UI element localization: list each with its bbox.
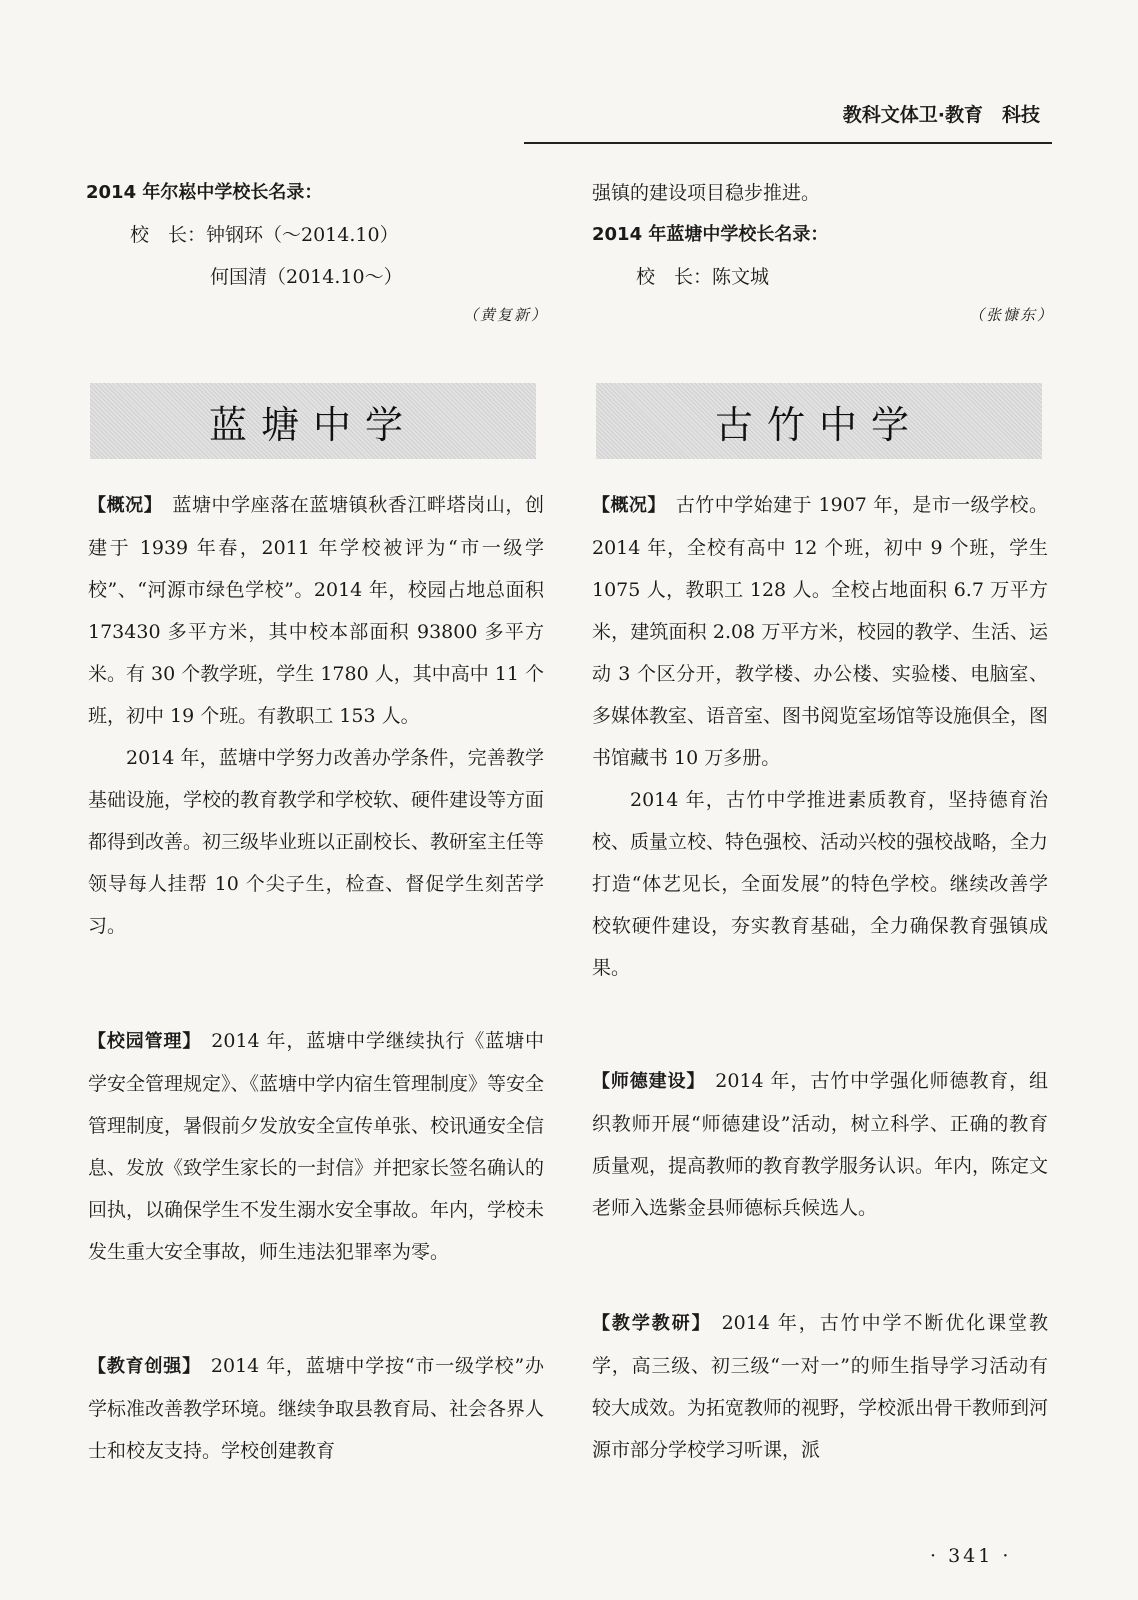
section-banner-guzhu (596, 383, 1042, 459)
paragraph-text: 2014 年，蓝塘中学努力改善办学条件，完善教学基础设施，学校的教育教学和学校软、硬件建设等方面都得到改善。初三级毕业班以正副校长、教研室主任等领导每人挂帮 10 个尖子生，检查、督促学生刻苦学习。 (88, 747, 545, 937)
principal-line: 校 长：陈文城 (636, 266, 770, 288)
header-rule (524, 142, 1052, 144)
principal-line: 何国清（2014.10～） (210, 266, 403, 288)
paragraph-text: 2014 年，蓝塘中学按“市一级学校”办学标准改善教学环境。继续争取县教育局、社会各界人士和校友支持。学校创建教育 (88, 1355, 545, 1462)
lantang-overview (88, 484, 544, 947)
page-number: · 341 · (930, 1545, 1012, 1567)
paragraph-text: 古竹中学始建于 1907 年，是市一级学校。2014 年，全校有高中 12 个班，初中 9 个班，学生 1075 人，教职工 128 人。全校占地面积 6.7 万平方米，建筑面积 2.08 万平方米，校园的教学、生活、运动 3 个区分开，教学楼、办公楼、实验楼、电脑室、多媒体教室、语音室、图书阅览室场馆等设施俱全，图书馆藏书 10 万多册。 (592, 494, 1049, 769)
paragraph-text: 2014 年，古竹中学推进素质教育，坚持德育治校、质量立校、特色强校、活动兴校的强校战略，全力打造“体艺见长，全面发展”的特色学校。继续改善学校软硬件建设，夯实教育基础，全力确保教育强镇成果。 (592, 789, 1049, 979)
section-tag: 【概况】 (88, 495, 163, 516)
roster-title: 2014 年尔崧中学校长名录： (86, 182, 323, 203)
section-tag: 【校园管理】 (88, 1031, 202, 1052)
section-banner-lantang (90, 383, 536, 459)
continuation-text: 强镇的建设项目稳步推进。 (592, 182, 821, 204)
roster-block-lantang (592, 172, 1054, 332)
paragraph-text: 蓝塘中学座落在蓝塘镇秋香江畔塔岗山，创建于 1939 年春，2011 年学校被评为“市一级学校”、“河源市绿色学校”。2014 年，校园占地总面积 173430 多平方米，其中校本部面积 93800 多平方米。有 30 个教学班，学生 1780 人，其中高中 11 个班，初中 19 个班。有教职工 153 人。 (88, 494, 544, 727)
principal-line: 校 长：钟钢环（～2014.10） (130, 224, 399, 246)
running-header: 教科文体卫·教育 科技 (842, 104, 1040, 126)
byline: （张慷东） (968, 306, 1054, 324)
section-tag: 【师德建设】 (592, 1071, 706, 1092)
section-tag: 【教学教研】 (592, 1313, 712, 1334)
lantang-campus-management (88, 1020, 544, 1273)
guzhu-overview (592, 484, 1048, 989)
banner-title: 古竹中学 (714, 402, 923, 447)
guzhu-teacher-ethics (592, 1060, 1048, 1229)
roster-block-ersong (86, 172, 548, 332)
section-tag: 【教育创强】 (88, 1356, 201, 1377)
paragraph-text: 2014 年，古竹中学不断优化课堂教学，高三级、初三级“一对一”的师生指导学习活动有较大成效。为拓宽教师的视野，学校派出骨干教师到河源市部分学校学习听课，派 (592, 1312, 1049, 1461)
lantang-education-strong (88, 1345, 544, 1472)
paragraph-text: 2014 年，蓝塘中学继续执行《蓝塘中学安全管理规定》、《蓝塘中学内宿生管理制度》等安全管理制度，暑假前夕发放安全宣传单张、校讯通安全信息、发放《致学生家长的一封信》并把家长签名确认的回执，以确保学生不发生溺水安全事故。年内，学校未发生重大安全事故，师生违法犯罪率为零。 (88, 1030, 545, 1263)
guzhu-teaching-research (592, 1302, 1048, 1471)
section-tag: 【概况】 (592, 495, 666, 516)
roster-title: 2014 年蓝塘中学校长名录： (592, 224, 829, 245)
paragraph-text: 2014 年，古竹中学强化师德教育，组织教师开展“师德建设”活动，树立科学、正确的教育质量观，提高教师的教育教学服务认识。年内，陈定文老师入选紫金县师德标兵候选人。 (592, 1070, 1049, 1219)
banner-title: 蓝塘中学 (208, 402, 417, 447)
byline: （黄复新） (462, 306, 548, 324)
